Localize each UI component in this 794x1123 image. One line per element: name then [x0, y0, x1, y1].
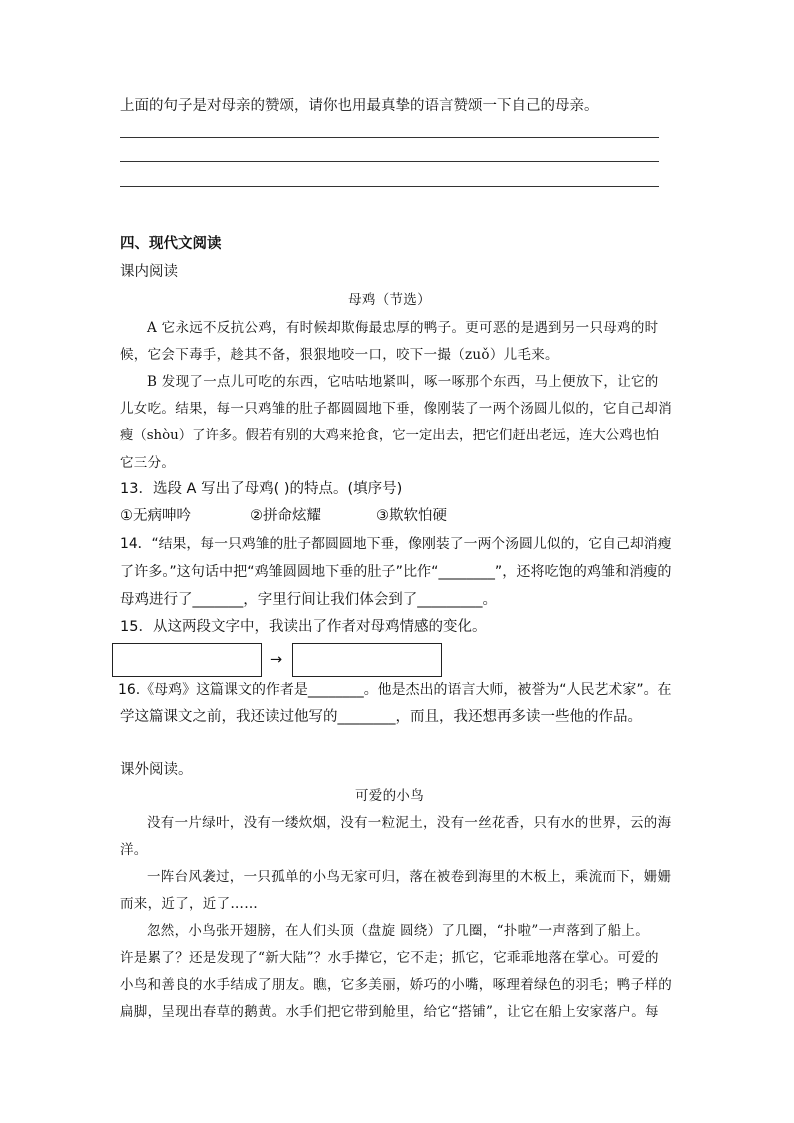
- passage1-line-1: A 它永远不反抗公鸡，有时候却欺侮最忠厚的鸭子。更可恶的是遇到另一只母鸡的时: [147, 320, 659, 336]
- passage2-title: 可爱的小鸟: [355, 788, 424, 804]
- answer-line-3[interactable]: [120, 186, 659, 187]
- q13-option-2[interactable]: ②拼命炫耀: [250, 508, 321, 524]
- q15-answer-box-2[interactable]: [292, 643, 442, 677]
- passage1-line-3: B 发现了一点儿可吃的东西，它咕咕地紧叫，啄一啄那个东西，马上便放下，让它的: [147, 374, 659, 390]
- in-class-reading-label: 课内阅读: [120, 264, 178, 280]
- passage2-line-4: 而来，近了，近了……: [120, 896, 258, 912]
- q13-option-3[interactable]: ③欺软怕硬: [376, 508, 447, 524]
- passage1-line-5: 瘦（shòu）了许多。假若有别的大鸡来抢食，它一定出去，把它们赶出老远，连大公鸡也怕: [120, 428, 660, 443]
- question-16-line-2: 学这篇课文之前，我还读过他写的________，而且，我还想再多读一些他的作品。: [120, 709, 642, 725]
- passage2-line-6: 许是累了？还是发现了“新大陆”？水手撵它，它不走；抓它，它乖乖地落在掌心。可爱的: [120, 950, 659, 966]
- answer-line-2[interactable]: [120, 161, 659, 162]
- q13-option-1[interactable]: ①无病呻吟: [120, 508, 191, 524]
- writing-prompt: 上面的句子是对母亲的赞颂，请你也用最真挚的语言赞颂一下自己的母亲。: [120, 98, 599, 114]
- passage1-title: 母鸡（节选）: [348, 292, 431, 308]
- passage2-line-8: 扁脚，呈现出春草的鹅黄。水手们把它带到舱里，给它“搭铺”，让它在船上安家落户。每: [120, 1004, 659, 1020]
- passage1-line-6: 它三分。: [120, 455, 176, 471]
- question-14-line-3: 母鸡进行了_______，字里行间让我们体会到了_________。: [120, 592, 497, 608]
- question-13: 13．选段 A 写出了母鸡( )的特点。(填序号): [120, 481, 403, 497]
- passage2-line-3: 一阵台风袭过，一只孤单的小鸟无家可归，落在被卷到海里的木板上，乘流而下，姗姗: [147, 869, 672, 885]
- passage1-line-2: 候，它会下毒手，趁其不备，狠狠地咬一口，咬下一撮（zuǒ）儿毛来。: [120, 347, 559, 363]
- question-16-line-1: 16.《母鸡》这篇课文的作者是________。他是杰出的语言大师，被誉为“人民艺术家”。在: [118, 682, 672, 698]
- q15-arrow: →: [270, 652, 283, 668]
- question-14-line-1: 14．“结果，每一只鸡雏的肚子都圆圆地下垂，像刚装了一两个汤圆儿似的，它自己却消瘦: [120, 536, 672, 552]
- out-class-reading-label: 课外阅读。: [120, 762, 193, 778]
- section-title: 四、现代文阅读: [120, 236, 222, 252]
- passage2-line-5: 忽然，小鸟张开翅膀，在人们头顶（盘旋 圆绕）了几圈，“扑啦”一声落到了船上。: [147, 923, 649, 939]
- q15-answer-box-1[interactable]: [112, 643, 262, 677]
- question-14-line-2: 了许多。”这句话中把“鸡雏圆圆地下垂的肚子”比作“________”，还将吃饱的鸡雏和消瘦的: [120, 564, 672, 580]
- passage1-line-4: 儿女吃。结果，每一只鸡雏的肚子都圆圆地下垂，像刚装了一两个汤圆儿似的，它自己却消: [120, 401, 672, 417]
- passage2-line-2: 洋。: [120, 842, 148, 858]
- answer-line-1[interactable]: [120, 137, 659, 138]
- question-15: 15．从这两段文字中，我读出了作者对母鸡情感的变化。: [120, 619, 487, 635]
- passage2-line-7: 小鸟和善良的水手结成了朋友。瞧，它多美丽，娇巧的小嘴，啄理着绿色的羽毛；鸭子样的: [120, 977, 672, 993]
- passage2-line-1: 没有一片绿叶，没有一缕炊烟，没有一粒泥土，没有一丝花香，只有水的世界，云的海: [147, 815, 672, 831]
